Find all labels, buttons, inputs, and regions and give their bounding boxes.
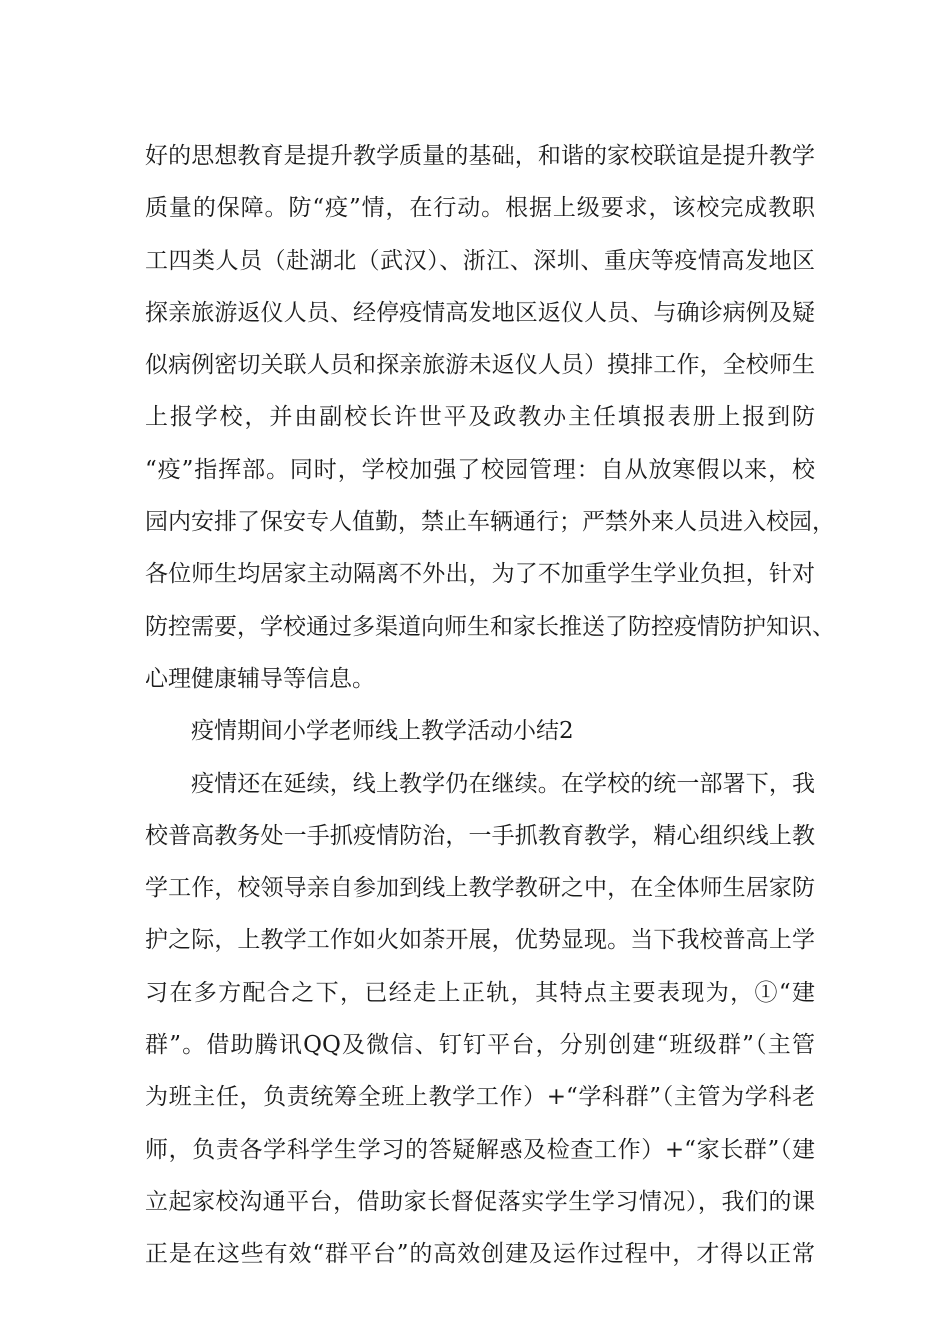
body-line: 护之际，上教学工作如火如荼开展，优势显现。当下我校普高上学 <box>145 927 815 954</box>
body-line: 正是在这些有效“群平台”的高效创建及运作过程中，才得以正常 <box>145 1241 815 1268</box>
body-line: 校普高教务处一手抓疫情防治，一手抓教育教学，精心组织线上教 <box>145 822 815 849</box>
body-line: 心理健康辅导等信息。 <box>145 665 375 692</box>
body-line: 似病例密切关联人员和探亲旅游未返仪人员）摸排工作，全校师生 <box>145 352 815 379</box>
body-line: 防控需要，学校通过多渠道向师生和家长推送了防控疫情防护知识、 <box>145 613 835 640</box>
body-line: 园内安排了保安专人值勤，禁止车辆通行；严禁外来人员进入校园， <box>145 509 835 536</box>
body-line: 工四类人员（赴湖北（武汉）、浙江、深圳、重庆等疫情高发地区 <box>145 247 815 274</box>
body-line: “疫”指挥部。同时，学校加强了校园管理：自从放寒假以来，校 <box>145 456 815 483</box>
body-line: 习在多方配合之下，已经走上正轨，其特点主要表现为，①“建 <box>145 979 815 1006</box>
body-line: 质量的保障。防“疫”情，在行动。根据上级要求，该校完成教职 <box>145 195 815 222</box>
section-heading: 疫情期间小学老师线上教学活动小结2 <box>191 718 574 745</box>
body-line: 师，负责各学科学生学习的答疑解惑及检查工作）+“家长群”（建 <box>145 1136 815 1163</box>
body-line: 疫情还在延续，线上教学仍在继续。在学校的统一部署下，我 <box>191 770 815 797</box>
body-line: 为班主任，负责统筹全班上教学工作）+“学科群”（主管为学科老 <box>145 1084 815 1111</box>
body-line: 上报学校，并由副校长许世平及政教办主任填报表册上报到防 <box>145 404 815 431</box>
body-line: 探亲旅游返仪人员、经停疫情高发地区返仪人员、与确诊病例及疑 <box>145 299 815 326</box>
body-line: 学工作，校领导亲自参加到线上教学教研之中，在全体师生居家防 <box>145 875 815 902</box>
document-body <box>145 130 835 1281</box>
body-line: 各位师生均居家主动隔离不外出，为了不加重学生学业负担，针对 <box>145 561 815 588</box>
body-line: 好的思想教育是提升教学质量的基础，和谐的家校联谊是提升教学 <box>145 143 815 169</box>
body-line: 群”。借助腾讯QQ及微信、钉钉平台，分别创建“班级群”（主管 <box>145 1032 815 1059</box>
body-line: 立起家校沟通平台，借助家长督促落实学生学习情况），我们的课 <box>145 1188 815 1215</box>
